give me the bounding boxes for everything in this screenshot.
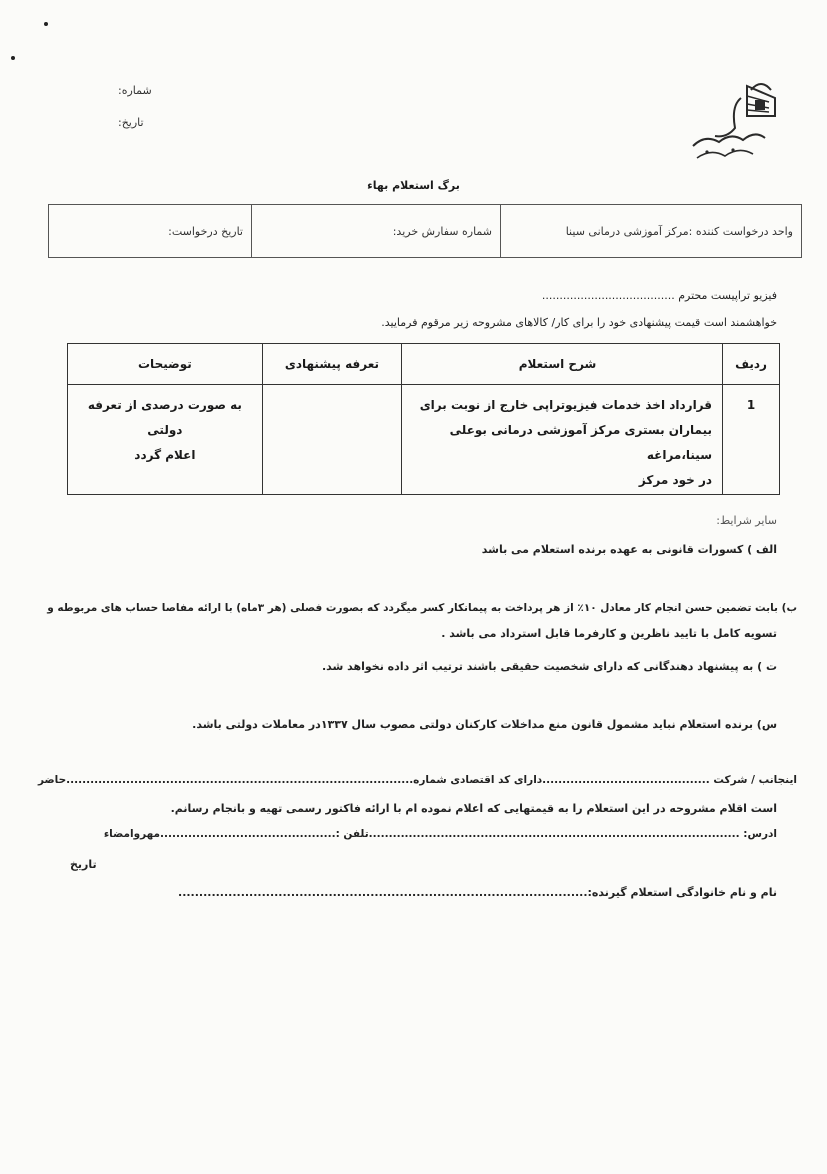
order-number: شماره سفارش خرید:: [251, 205, 500, 257]
greeting: فیزیو تراپیست محترم ......................................: [541, 289, 777, 302]
form-title: برگ استعلام بهاء: [367, 179, 460, 192]
condition-be-line1: ب) بابت تضمین حسن انجام کار معادل ۱۰٪ از هر پرداخت به پیمانکار کسر میگردد که بصورت فصلی (هر ۳ماه) با ارائه مفاصا حساب های مربوطه و: [47, 602, 797, 614]
logo-graphic: [685, 76, 785, 168]
header-notes: توضیحات: [68, 344, 263, 385]
condition-alef: الف ) کسورات قانونی به عهده برنده استعلام می باشد: [481, 543, 777, 556]
conditions-title: سایر شرایط:: [716, 514, 777, 527]
header-radif: ردیف: [723, 344, 780, 385]
request-text: خواهشمند است قیمت پیشنهادی خود را برای کار/ کالاهای مشروحه زیر مرقوم فرمایید.: [381, 316, 777, 329]
description-line: بیماران بستری مرکز آموزشی درمانی بوعلی سینا،مراغه: [449, 423, 713, 462]
university-logo: [685, 76, 785, 168]
row-notes: [68, 385, 263, 495]
description-line: قرارداد اخذ خدمات فیزیوتراپی خارج از نوبت برای: [419, 398, 713, 412]
date-label: تاریخ:: [118, 116, 144, 129]
condition-te: ت ) به پیشنهاد دهندگانی که دارای شخصیت حقیقی باشند ترتیب اثر داده نخواهد شد.: [321, 660, 777, 673]
description-line: در خود مرکز: [638, 473, 713, 487]
date-signature: تاریخ: [70, 858, 97, 871]
header-tariff: تعرفه پیشنهادی: [262, 344, 401, 385]
notes-line: به صورت درصدی از تعرفه دولتی: [87, 398, 242, 437]
header-description: شرح استعلام: [402, 344, 723, 385]
number-label: شماره:: [118, 84, 152, 97]
table-header-row: [68, 344, 780, 385]
condition-se: س) برنده استعلام نباید مشمول قانون منع مداخلات کارکنان دولتی مصوب سال ۱۳۳۷در معاملات دولتی باشد.: [192, 718, 777, 731]
requesting-unit: واحد درخواست کننده :مرکز آموزشی درمانی سینا: [500, 205, 801, 257]
row-radif: 1: [723, 385, 780, 495]
info-box: [48, 204, 802, 258]
scan-speck: [11, 56, 15, 60]
address-line: ادرس: .............................................................................................تلفن :............................................مهروامضاء: [103, 828, 777, 840]
receiver-line: نام و نام خانوادگی استعلام گیرنده:..................................................................................................: [178, 886, 777, 899]
notes-line: اعلام گردد: [134, 448, 196, 462]
scan-speck: [44, 22, 48, 26]
condition-be-line2: تسویه کامل با تایید ناظرین و کارفرما قابل استرداد می باشد .: [441, 627, 777, 640]
row-description: [402, 385, 723, 495]
table-row: [68, 385, 780, 495]
declaration-line1: اینجانب / شرکت ..........................................دارای کد اقتصادی شماره.......................................................................................حاضر: [37, 774, 797, 786]
row-tariff: [262, 385, 401, 495]
inquiry-table: [67, 343, 780, 495]
request-date: تاریخ درخواست:: [168, 224, 243, 238]
declaration-line2: است اقلام مشروحه در این استعلام را به قیمتهایی که اعلام نموده ام با ارائه فاکتور رسمی تهیه و بانجام رسانم.: [170, 802, 777, 815]
